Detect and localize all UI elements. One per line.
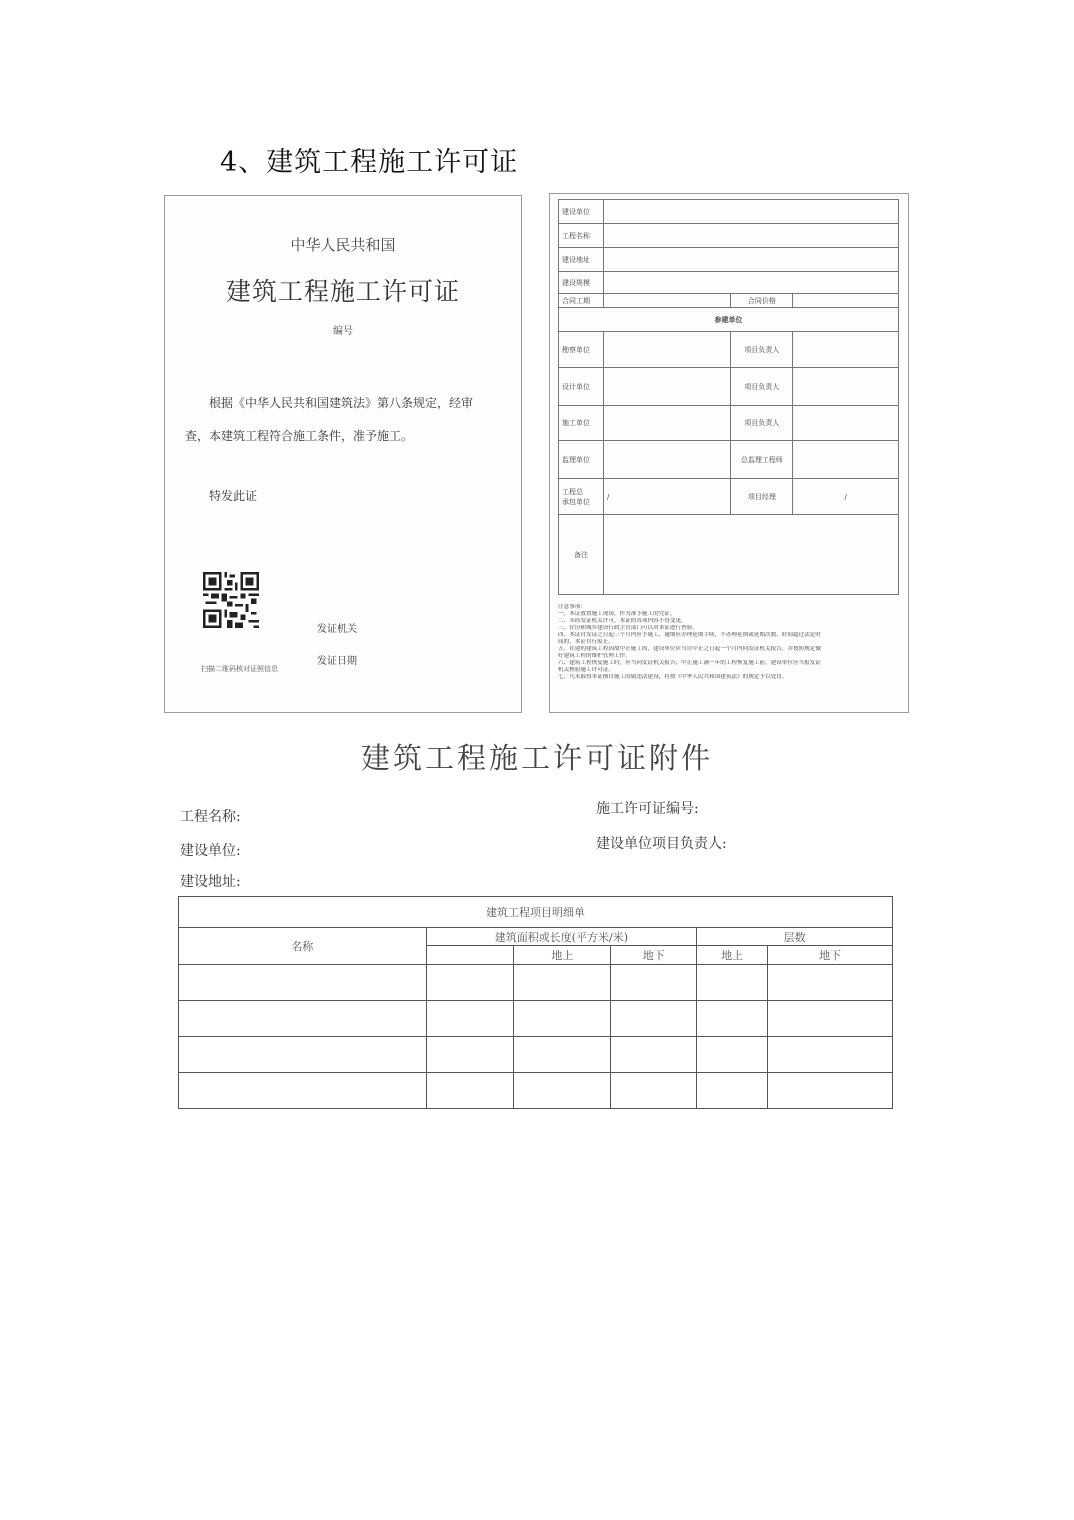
row-label: 建设规模 <box>559 272 604 294</box>
builder-pm-label: 建设单位项目负责人: <box>596 836 727 852</box>
slash-mark: / <box>603 479 731 515</box>
area-below-header: 地下 <box>611 946 697 965</box>
contract-price-label: 合同价格 <box>731 294 793 308</box>
notes-heading: 注意事项: <box>558 604 583 610</box>
note-item: 三、住房和城乡建设行政主管部门可以对本证进行查验。 <box>558 625 698 631</box>
floors-below-header: 地下 <box>768 946 893 965</box>
permit-body-line-1: 根据《中华人民共和国建筑法》第八条规定，经审 <box>209 396 474 410</box>
col-floors-header: 层数 <box>697 928 893 946</box>
participants-heading: 参建单位 <box>559 308 899 332</box>
table-row <box>179 1037 893 1073</box>
contractor-role: 项目经理 <box>731 479 793 515</box>
permit-number-field-label: 施工许可证编号: <box>596 801 699 817</box>
permit-title: 建筑工程施工许可证 <box>225 277 460 306</box>
contractor-label-line-1: 工程总 <box>562 487 583 496</box>
table-row <box>179 965 893 1001</box>
slash-mark: / <box>793 479 899 515</box>
address-label: 建设地址: <box>180 874 241 890</box>
participant-role: 项目负责人 <box>731 332 793 368</box>
contract-period-label: 合同工期 <box>559 294 604 308</box>
note-item: 好建筑工程的维护管理工作。 <box>558 653 631 659</box>
floors-above-header: 地上 <box>697 946 768 965</box>
col-name-header: 名称 <box>179 928 427 965</box>
row-label: 建设单位 <box>559 200 604 224</box>
participant-role: 项目负责人 <box>731 368 793 406</box>
permit-body-line-2: 查，本建筑工程符合施工条件，准予施工。 <box>185 429 414 443</box>
project-name-label: 工程名称: <box>180 809 241 825</box>
section-heading: 4、建筑工程施工许可证 <box>220 147 519 178</box>
note-item: 四、本证自发证之日起三个月内应予施工，逾期应办理延期手续，不办理延期或延期次数、时间超过法定时 <box>558 632 821 638</box>
notice-list <box>558 604 900 681</box>
project-details-table <box>178 896 893 1109</box>
row-label: 工程名称 <box>559 224 604 248</box>
note-item: 六、建筑工程恢复施工时，应当向发证机关报告；中止施工满一年的工程恢复施工前，建设单位应当报发证 <box>558 660 821 666</box>
issue-date-label: 发证日期 <box>317 656 357 667</box>
note-item: 七、凡未取得本证擅自施工的属违法建设，将按《中华人民共和国建筑法》的规定予以处罚。 <box>558 674 788 680</box>
table-row <box>179 1073 893 1109</box>
image-crop-edge <box>170 1112 910 1132</box>
contractor-label-line-2: 承包单位 <box>562 497 590 506</box>
contractor-label <box>559 479 604 515</box>
permit-country: 中华人民共和国 <box>290 236 396 254</box>
note-item: 机关核验施工许可证。 <box>558 667 614 673</box>
builder-label: 建设单位: <box>180 843 241 859</box>
note-item: 间的，本证自行废止。 <box>558 639 614 645</box>
participant-role: 总监理工程师 <box>731 441 793 479</box>
table-row <box>179 1001 893 1037</box>
remarks-label: 备注 <box>559 515 604 595</box>
participant-unit: 设计单位 <box>559 368 604 406</box>
attachment-title: 建筑工程施工许可证附件 <box>360 741 713 775</box>
permit-special-note: 特发此证 <box>209 489 258 503</box>
participant-unit: 勘察单位 <box>559 332 604 368</box>
permit-number-label: 编号 <box>333 326 353 337</box>
participant-role: 项目负责人 <box>731 406 793 441</box>
area-above-header: 地上 <box>514 946 611 965</box>
row-label: 建设地址 <box>559 248 604 272</box>
note-item: 一、本证放置施工现场，作为准予施工的凭证。 <box>558 611 676 617</box>
permit-details-table <box>558 199 899 595</box>
permit-front-page <box>164 195 522 713</box>
participant-unit: 监理单位 <box>559 441 604 479</box>
table-title: 建筑工程项目明细单 <box>179 897 893 928</box>
issuer-label: 发证机关 <box>317 624 357 635</box>
note-item: 二、未经发证机关许可，本证的各项内容不得变更。 <box>558 618 687 624</box>
col-area-header: 建筑面积或长度(平方米/米) <box>426 928 697 946</box>
qr-scan-note: 扫描二维码核对证照信息 <box>201 665 278 673</box>
participant-unit: 施工单位 <box>559 406 604 441</box>
permit-back-page <box>549 193 909 713</box>
qr-code-icon <box>203 572 259 628</box>
note-item: 五、在建的建筑工程因故中止施工的，建设单位应当自中止之日起一个月内向发证机关报告，并按照规定做 <box>558 646 821 652</box>
